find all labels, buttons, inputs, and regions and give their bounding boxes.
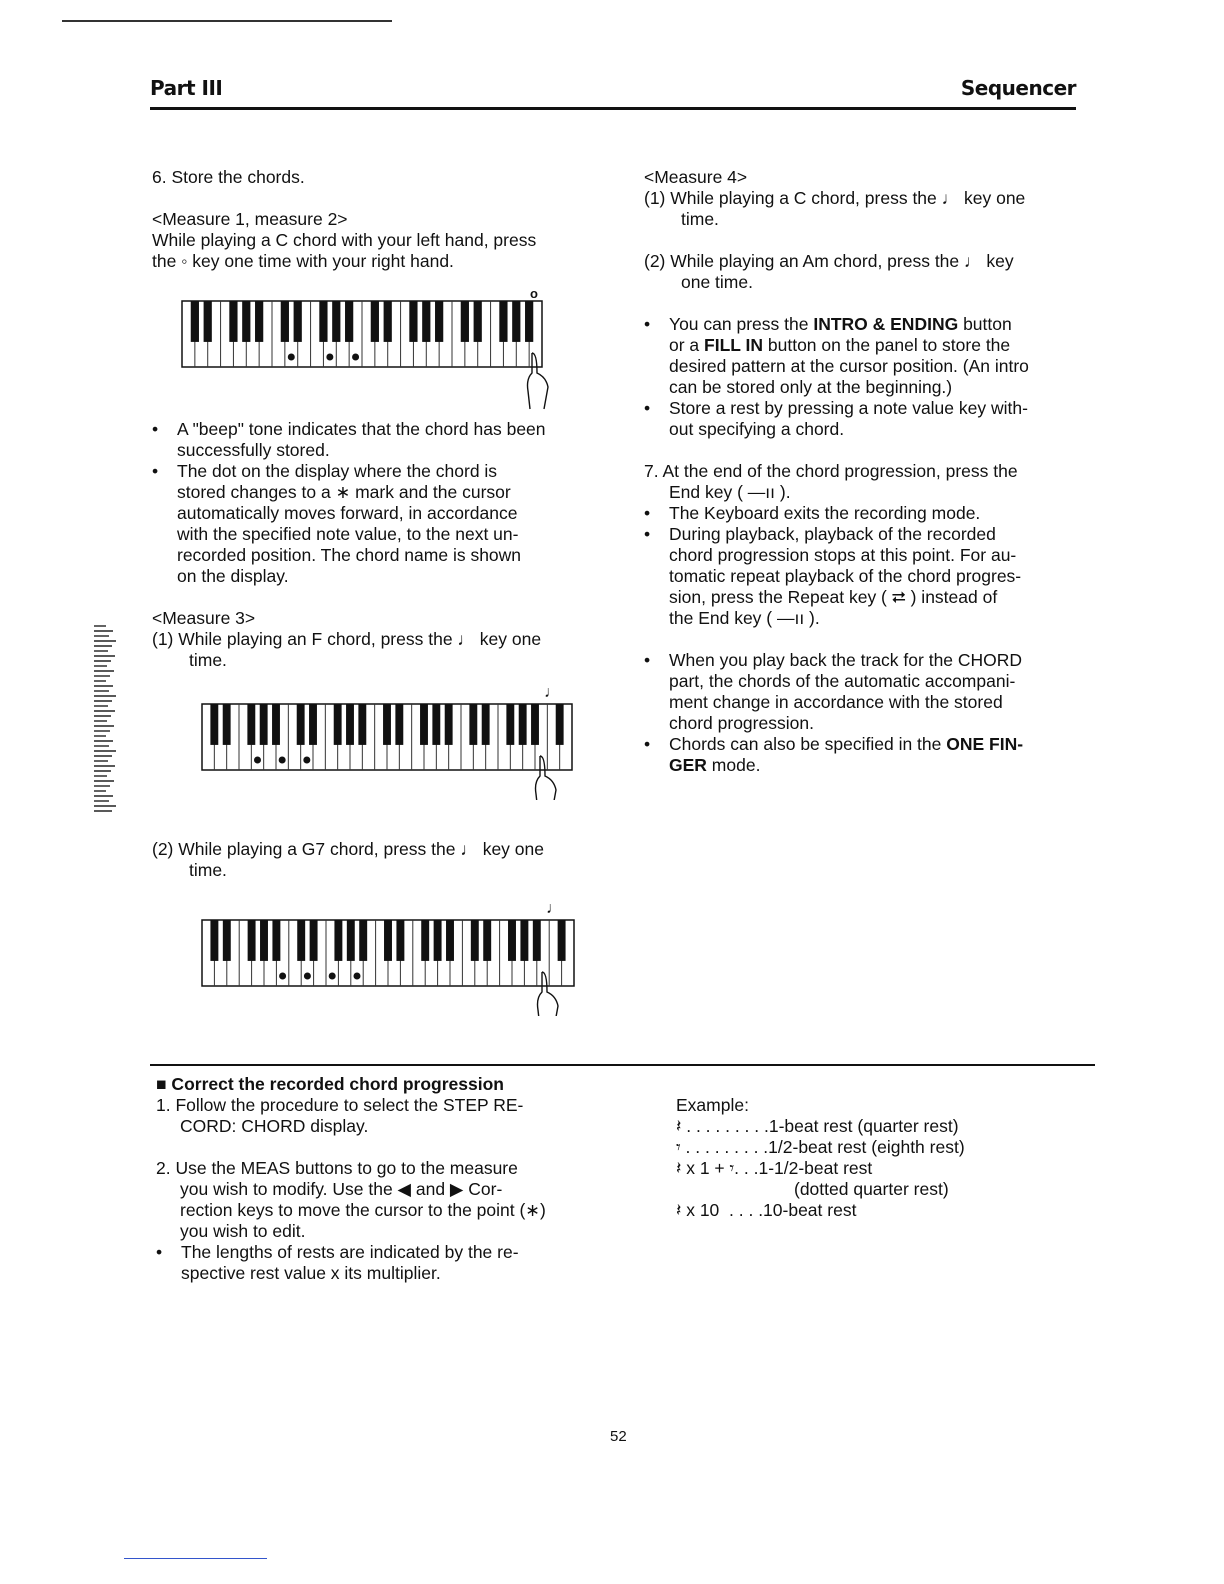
measure-4-step-2: (2) While playing an Am chord, press the ♩ key bbox=[644, 251, 1014, 271]
correct-step-2: 2. Use the MEAS buttons to go to the measure bbox=[156, 1158, 518, 1178]
black-key bbox=[483, 920, 491, 961]
black-key bbox=[260, 920, 268, 961]
black-key bbox=[520, 920, 528, 961]
keyboard-illustration-3 bbox=[192, 900, 584, 1016]
part-title: Part III bbox=[150, 76, 223, 100]
black-key bbox=[371, 301, 379, 342]
measure-1-2-text: the ◦ key one time with your right hand. bbox=[152, 251, 454, 271]
measure-4-step-1: (1) While playing a C chord, press the ♩ key one bbox=[644, 188, 1026, 208]
measure-4-step-1-cont: time. bbox=[681, 209, 719, 229]
bullet-chord-track: • When you play back the track for the CHORD bbox=[644, 650, 1080, 671]
measure-3-step-1-cont: time. bbox=[189, 650, 227, 670]
black-key bbox=[309, 704, 317, 745]
black-key bbox=[272, 704, 280, 745]
black-key bbox=[345, 301, 353, 342]
correct-heading: ■ Correct the recorded chord progression bbox=[156, 1074, 505, 1094]
keyboard-3-svg bbox=[192, 904, 584, 1016]
black-key bbox=[281, 301, 289, 342]
bullet-intro-cont: can be stored only at the beginning.) bbox=[669, 377, 953, 397]
black-key bbox=[525, 301, 533, 342]
black-key bbox=[519, 704, 527, 745]
black-key bbox=[359, 920, 367, 961]
left-column bbox=[152, 167, 584, 272]
black-key bbox=[260, 704, 268, 745]
black-key bbox=[210, 704, 218, 745]
black-key bbox=[332, 301, 340, 342]
measure-3-step-2-cont: time. bbox=[189, 860, 227, 880]
black-key bbox=[474, 301, 482, 342]
bullet-dot-cont: stored changes to a ∗ mark and the cursor bbox=[177, 482, 511, 502]
pressed-key-dot bbox=[288, 354, 295, 361]
black-key bbox=[204, 301, 212, 342]
correct-step-2-cont: you wish to modify. Use the ◀ and ▶ Cor- bbox=[180, 1179, 503, 1199]
black-key bbox=[229, 301, 237, 342]
bullet-chord-track-cont: part, the chords of the automatic accompani- bbox=[669, 671, 1016, 691]
black-key bbox=[297, 704, 305, 745]
black-key bbox=[384, 920, 392, 961]
bullet-beep: • A "beep" tone indicates that the chord has been bbox=[152, 419, 584, 440]
black-key bbox=[461, 301, 469, 342]
example-ten-beat-rest: 𝄽 x 10 . . . .10-beat rest bbox=[676, 1200, 857, 1220]
bullet-chord-track-cont: ment change in accordance with the stored bbox=[669, 692, 1003, 712]
bullet-playback-cont: sion, press the Repeat key ( ⮂ ) instead of bbox=[669, 587, 998, 607]
black-key bbox=[383, 704, 391, 745]
note-symbol: ♩ bbox=[546, 900, 562, 917]
black-key bbox=[446, 920, 454, 961]
correct-step-1-cont: CORD: CHORD display. bbox=[180, 1116, 369, 1136]
keyboard-illustration-1 bbox=[172, 285, 552, 410]
black-key bbox=[420, 704, 428, 745]
bullet-dot-cont: on the display. bbox=[177, 566, 289, 586]
black-key bbox=[247, 704, 255, 745]
black-key bbox=[421, 920, 429, 961]
correct-section bbox=[156, 1074, 588, 1284]
page-number: 52 bbox=[610, 1428, 627, 1445]
black-key bbox=[242, 301, 250, 342]
bullet-rest-lengths: • The lengths of rests are indicated by the re- bbox=[156, 1242, 588, 1263]
black-key bbox=[508, 920, 516, 961]
black-key bbox=[533, 920, 541, 961]
black-key bbox=[347, 920, 355, 961]
measure-4-heading: <Measure 4> bbox=[644, 167, 748, 187]
black-key bbox=[223, 920, 231, 961]
black-key bbox=[512, 301, 520, 342]
bullet-one-finger: • Chords can also be specified in the ONE FIN- bbox=[644, 734, 1080, 755]
measure-3-step-1: (1) While playing an F chord, press the ♩ key one bbox=[152, 629, 542, 649]
black-key bbox=[334, 704, 342, 745]
black-key bbox=[384, 301, 392, 342]
example-eighth-rest: 𝄾 . . . . . . . . .1/2-beat rest (eighth rest) bbox=[676, 1137, 965, 1157]
example-label: Example: bbox=[676, 1095, 749, 1115]
black-key bbox=[248, 920, 256, 961]
bullet-rest: • Store a rest by pressing a note value key with- bbox=[644, 398, 1080, 419]
keyboard-2-svg bbox=[192, 688, 582, 800]
bullet-dot: • The dot on the display where the chord is bbox=[152, 461, 584, 482]
black-key bbox=[432, 704, 440, 745]
left-column-step-2 bbox=[152, 839, 584, 881]
black-key bbox=[255, 301, 263, 342]
black-key bbox=[506, 704, 514, 745]
black-key bbox=[435, 301, 443, 342]
bullet-dot-cont: automatically moves forward, in accordance bbox=[177, 503, 518, 523]
black-key bbox=[297, 920, 305, 961]
margin-scan-marks bbox=[90, 620, 120, 820]
black-key bbox=[395, 704, 403, 745]
black-key bbox=[445, 704, 453, 745]
bottom-scan-line bbox=[124, 1558, 267, 1559]
black-key bbox=[334, 920, 342, 961]
example-quarter-rest: 𝄽 . . . . . . . . .1-beat rest (quarter rest) bbox=[676, 1116, 959, 1136]
correct-step-1: 1. Follow the procedure to select the STEP RE- bbox=[156, 1095, 524, 1115]
black-key bbox=[558, 920, 566, 961]
bullet-dot-cont: recorded position. The chord name is shown bbox=[177, 545, 522, 565]
right-column bbox=[644, 167, 1080, 776]
correct-step-2-cont: rection keys to move the cursor to the point (∗) bbox=[180, 1200, 546, 1220]
bullet-intro-ending: • You can press the INTRO & ENDING button bbox=[644, 314, 1080, 335]
bullet-beep-cont: successfully stored. bbox=[177, 440, 330, 460]
step-7: 7. At the end of the chord progression, press the bbox=[644, 461, 1018, 481]
black-key bbox=[319, 301, 327, 342]
black-key bbox=[531, 704, 539, 745]
left-column-bullets bbox=[152, 419, 584, 671]
pressed-key-dot bbox=[303, 757, 310, 764]
note-symbol: ♩ bbox=[544, 684, 560, 701]
step-7-cont: End key ( —ıı ). bbox=[669, 482, 791, 502]
black-key bbox=[556, 704, 564, 745]
black-key bbox=[471, 920, 479, 961]
black-key bbox=[294, 301, 302, 342]
black-key bbox=[346, 704, 354, 745]
note-symbol: o bbox=[530, 286, 538, 301]
bullet-playback-cont: tomatic repeat playback of the chord progres- bbox=[669, 566, 1022, 586]
pressed-key-dot bbox=[304, 973, 311, 980]
black-key bbox=[499, 301, 507, 342]
black-key bbox=[434, 920, 442, 961]
measure-1-2-text: While playing a C chord with your left hand, press bbox=[152, 230, 537, 250]
pressed-key-dot bbox=[354, 973, 361, 980]
bullet-intro-cont: desired pattern at the cursor position. (An intro bbox=[669, 356, 1029, 376]
bullet-playback: • During playback, playback of the recorded bbox=[644, 524, 1080, 545]
bullet-rest-cont: out specifying a chord. bbox=[669, 419, 845, 439]
bullet-exits: • The Keyboard exits the recording mode. bbox=[644, 503, 1080, 524]
top-scan-line bbox=[62, 20, 392, 22]
step-6: 6. Store the chords. bbox=[152, 167, 305, 187]
section-divider bbox=[150, 1064, 1095, 1066]
black-key bbox=[310, 920, 318, 961]
example-block bbox=[676, 1095, 1056, 1221]
measure-4-step-2-cont: one time. bbox=[681, 272, 753, 292]
pressed-key-dot bbox=[254, 757, 261, 764]
pressed-key-dot bbox=[329, 973, 336, 980]
black-key bbox=[396, 920, 404, 961]
pressed-key-dot bbox=[326, 354, 333, 361]
section-title: Sequencer bbox=[960, 76, 1076, 100]
header-rule bbox=[150, 107, 1076, 110]
measure-3-step-2: (2) While playing a G7 chord, press the ♩ key one bbox=[152, 839, 544, 859]
black-key bbox=[469, 704, 477, 745]
black-key bbox=[272, 920, 280, 961]
bullet-intro-cont: or a FILL IN button on the panel to store the bbox=[669, 335, 1011, 355]
keyboard-illustration-2 bbox=[192, 684, 582, 800]
measure-3-heading: <Measure 3> bbox=[152, 608, 256, 628]
keyboard-1-svg bbox=[172, 285, 552, 410]
black-key bbox=[358, 704, 366, 745]
bullet-chord-track-cont: chord progression. bbox=[669, 713, 814, 733]
bullet-playback-cont: chord progression stops at this point. For au- bbox=[669, 545, 1017, 565]
pressed-key-dot bbox=[352, 354, 359, 361]
bullet-playback-cont: the End key ( —ıı ). bbox=[669, 608, 820, 628]
bullet-dot-cont: with the specified note value, to the next un- bbox=[177, 524, 519, 544]
bullet-rest-lengths-cont: spective rest value x its multiplier. bbox=[181, 1263, 441, 1283]
example-dotted-rest: 𝄽 x 1 + 𝄾. . .1-1/2-beat rest bbox=[676, 1158, 873, 1178]
bullet-one-finger-cont: GER mode. bbox=[669, 755, 761, 775]
black-key bbox=[409, 301, 417, 342]
black-key bbox=[422, 301, 430, 342]
black-key bbox=[482, 704, 490, 745]
measure-1-2-heading: <Measure 1, measure 2> bbox=[152, 209, 348, 229]
pressed-key-dot bbox=[279, 973, 286, 980]
pressed-key-dot bbox=[279, 757, 286, 764]
correct-step-2-cont: you wish to edit. bbox=[180, 1221, 306, 1241]
black-key bbox=[210, 920, 218, 961]
example-dotted-rest-note: (dotted quarter rest) bbox=[794, 1179, 949, 1199]
black-key bbox=[191, 301, 199, 342]
black-key bbox=[223, 704, 231, 745]
